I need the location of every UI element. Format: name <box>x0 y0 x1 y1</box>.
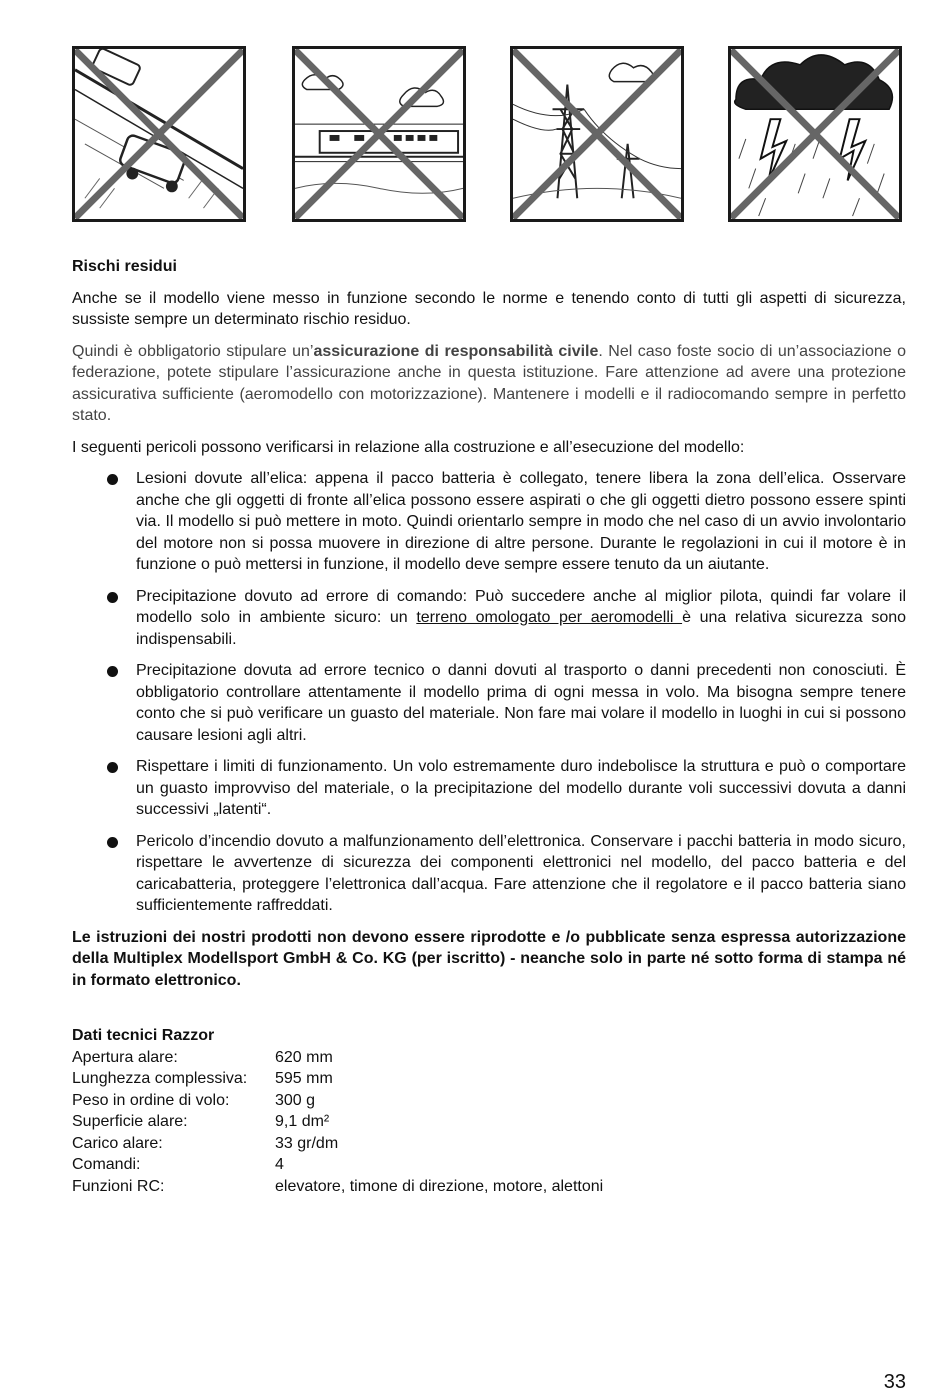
paragraph-insurance <box>72 341 906 427</box>
spec-label: Funzioni RC: <box>72 1177 165 1195</box>
list-item-technical-error <box>72 660 906 746</box>
bullet-icon <box>107 592 118 603</box>
spec-label: Comandi: <box>72 1156 141 1173</box>
spec-label: Carico alare: <box>72 1134 163 1152</box>
spec-value: elevatore, timone di direzione, motore, alettoni <box>275 1177 604 1195</box>
bullet-icon <box>107 837 118 848</box>
spec-row <box>72 1090 906 1112</box>
list-item-text: Precipitazione dovuta ad errore tecnico o danni dovuti al trasporto o danni precedenti non conosciuti. È obbligatorio controllare attentamente il modello prima di ogni messa in volo. Ma bisogna sempre tenere conto che si può verificare un guasto del materiale. Non fare mai volare il modello in luoghi in cui si possono causare lesioni agli altri. <box>136 662 906 744</box>
spec-row <box>72 1176 906 1198</box>
list-item-text: Pericolo d’incendio dovuto a malfunzionamento dell’elettronica. Conservare i pacchi batteria in modo sicuro, rispettare le avvertenze di sicurezza dei componenti elettronici nel modello, del pacco batteria e del caricabatteria, proteggere l’elettronica dall’acqua. Fare attenzione che il regolatore e il pacco batteria siano sufficientemente raffreddati. <box>136 832 906 914</box>
bullet-icon <box>107 666 118 677</box>
spec-value: 4 <box>275 1156 284 1173</box>
section-heading-residual-risks: Rischi residui <box>72 258 177 275</box>
spec-value: 33 gr/dm <box>275 1134 339 1152</box>
spec-label: Peso in ordine di volo: <box>72 1091 230 1109</box>
spec-value: 620 mm <box>275 1048 333 1066</box>
spec-value: 300 g <box>275 1091 316 1109</box>
insurance-emphasis: assicurazione di responsabilità civile <box>313 342 599 360</box>
railway-train-prohibited-icon <box>292 46 466 222</box>
spec-row <box>72 1047 906 1069</box>
paragraph-dangers-intro: I seguenti pericoli possono verificarsi in relazione alla costruzione e all’esecuzione del modello: <box>72 438 745 456</box>
spec-label: Lunghezza complessiva: <box>72 1070 248 1087</box>
list-item-text-end: è una relativa sicurezza sono indispensabili. <box>136 609 907 648</box>
spec-row <box>72 1154 906 1176</box>
list-item-text: Lesioni dovute all’elica: appena il pacco batteria è collegato, tenere libera la zona dell’elica. Osservare anche che gli oggetti di fronte all’elica possono essere aspirati o che gli oggetti dietro possono essere spinti via. Il modello si può mettere in moto. Quindi orientarlo sempre in modo che nel caso di un avvio involontario del motore non si possa muovere in direzione di altre persone. Durante le regolazioni in cui il motore è in funzione o può mettersi in funzione, il modello deve sempre essere tenuto da un aiutante. <box>136 470 906 573</box>
list-item-fire-hazard <box>72 831 906 917</box>
main-content <box>72 256 906 1197</box>
list-item-text: Rispettare i limiti di funzionamento. Un volo estremamente duro indebolisce la struttura e può o comportare un guasto improvviso del materiale, o la precipitazione del modello durante voli successivi dovuta a danni successivi „latenti“. <box>136 758 906 818</box>
technical-specs <box>72 1025 906 1197</box>
spec-row <box>72 1111 906 1133</box>
spec-row <box>72 1068 906 1090</box>
page-number: 33 <box>883 1371 906 1393</box>
thunderstorm-prohibited-icon <box>728 46 902 222</box>
bullet-icon <box>107 474 118 485</box>
insurance-text-start: Quindi è obbligatorio stipulare un’ <box>72 342 314 360</box>
specs-heading: Dati tecnici Razzor <box>72 1027 215 1044</box>
road-cars-prohibited-icon <box>72 46 246 222</box>
bullet-icon <box>107 762 118 773</box>
spec-label: Apertura alare: <box>72 1048 178 1066</box>
insurance-text-end: . Nel caso foste socio di un’associazione o federazione, potete stipulare l’assicurazione anche in questa istituzione. Fare attenzione ad avere una protezione assicurativa sufficiente (aeromodello con motorizzazione). Mantenere i modelli e il radiocomando sempre in perfetto stato. <box>72 342 907 424</box>
spec-row <box>72 1133 906 1155</box>
spec-value: 595 mm <box>275 1070 333 1087</box>
list-item-text-start: Precipitazione dovuto ad errore di comando: Può succedere anche al miglior pilota, quindi far volare il modello solo in ambiente sicuro: un <box>136 587 906 626</box>
copyright-notice: Le istruzioni dei nostri prodotti non devono essere riprodotte e /o pubblicate senza espressa autorizzazione della Multiplex Modellsport GmbH & Co. KG (per iscritto) - neanche solo in parte né sotto forma di stampa né in formato elettronico. <box>72 928 906 989</box>
spec-value: 9,1 dm² <box>275 1113 330 1130</box>
dangers-list <box>72 468 906 917</box>
warning-illustrations <box>72 46 906 224</box>
list-item-pilot-error <box>72 586 906 651</box>
list-item-propeller <box>72 468 906 576</box>
paragraph-residual-risk: Anche se il modello viene messo in funzione secondo le norme e tenendo conto di tutti gli aspetti di sicurezza, sussiste sempre un determinato rischio residuo. <box>72 289 906 328</box>
power-lines-prohibited-icon <box>510 46 684 222</box>
list-item-operating-limits <box>72 756 906 821</box>
approved-airfield-text: terreno omologato per aeromodelli <box>416 609 683 626</box>
spec-label: Superficie alare: <box>72 1113 188 1130</box>
